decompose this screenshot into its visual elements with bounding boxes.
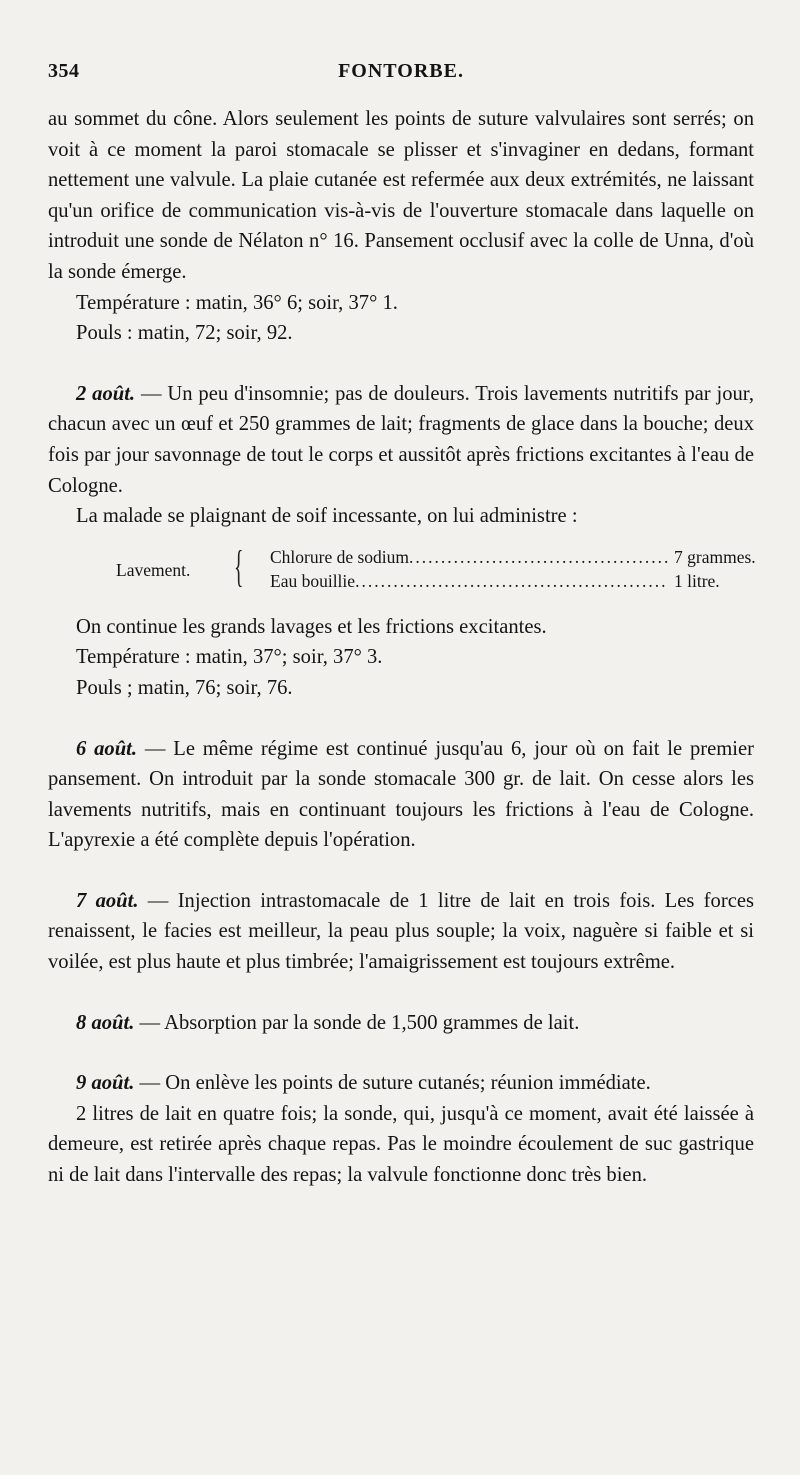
paragraph-7-aout: [48, 886, 754, 978]
prescription-formula: [48, 542, 754, 598]
entry-2-aout-text: — Un peu d'insomnie; pas de douleurs. Trois lavements nutritifs par jour, chacun avec un œuf et 250 grammes de lait; fragments de glace dans la bouche; deux fois par jour savonnage de tout le corps et aussitôt après frictions excitantes à l'eau de Cologne.: [48, 382, 754, 497]
formula-row: [270, 566, 754, 597]
paragraph-9-aout: [48, 1068, 754, 1099]
paragraph-sonde: 2 litres de lait en quatre fois; la sonde, qui, jusqu'à ce moment, avait été laissée à demeure, est retirée après chaque repas. Pas le moindre écoulement de suc gastrique ni de lait dans l'intervalle des repas; la valvule fonctionne donc très bien.: [48, 1102, 754, 1187]
temperature-line-2: Température : matin, 37°; soir, 37° 3.: [76, 646, 383, 669]
date-8-aout: 8 août.: [76, 1011, 135, 1034]
page-header: [48, 60, 754, 90]
spacer: [48, 704, 754, 734]
entry-7-aout-text: — Injection intrastomacale de 1 litre de lait en trois fois. Les forces renaissent, le facies est meilleur, la peau plus souple; la voix, naguère si faible et si voilée, est plus haute et plus timbrée; l'amaigrissement est toujours extrême.: [48, 889, 754, 974]
date-7-aout: 7 août.: [76, 889, 139, 912]
paragraph-lavages: On continue les grands lavages et les frictions excitantes.: [76, 615, 547, 638]
pulse-line-1: Pouls : matin, 72; soir, 92.: [76, 322, 293, 345]
spacer: [48, 978, 754, 1008]
dot-leader: [355, 566, 668, 597]
spacer: [48, 856, 754, 886]
formula-label: Lavement.: [116, 559, 191, 580]
formula-quantity: 7 grammes.: [674, 546, 756, 567]
formula-quantity: 1 litre.: [674, 570, 720, 591]
paragraph-suture: au sommet du cône. Alors seulement les points de suture valvulaires sont serrés; on voit à ce moment la paroi stomacale se plisser et s'invaginer en dedans, formant nettement une valvule. La plaie cutanée est refermée aux deux extrémités, ne laissant qu'un orifice de communication vis-à-vis de l'ouverture stomacale dans laquelle on introduit une sonde de Nélaton n° 16. Pansement occlusif avec la colle de Unna, d'où la sonde émerge.: [48, 108, 754, 283]
date-2-aout: 2 août.: [76, 382, 136, 405]
paragraph-soif: La malade se plaignant de soif incessante, on lui administre :: [76, 505, 578, 528]
entry-8-aout-text: — Absorption par la sonde de 1,500 grammes de lait.: [134, 1011, 580, 1034]
running-head: FONTORBE.: [338, 60, 464, 82]
date-9-aout: 9 août.: [76, 1072, 135, 1095]
date-6-aout: 6 août.: [76, 737, 138, 760]
formula-ingredient: Eau bouillie: [270, 570, 356, 591]
paragraph-2-aout: [48, 379, 754, 501]
body-text: [48, 104, 754, 1191]
paragraph-6-aout: [48, 734, 754, 856]
formula-ingredient: Chlorure de sodium: [270, 546, 410, 567]
spacer: [48, 1038, 754, 1068]
entry-9-aout-text: — On enlève les points de suture cutanés; réunion immédiate.: [134, 1072, 651, 1095]
entry-6-aout-text: — Le même régime est continué jusqu'au 6, jour où on fait le premier pansement. On introduit par la sonde stomacale 300 gr. de lait. On cesse alors les lavements nutritifs, mais en continuant toujours les frictions à l'eau de Cologne. L'apyrexie a été complète depuis l'opération.: [48, 737, 754, 852]
brace-symbol: {: [234, 541, 244, 591]
pulse-line-2: Pouls ; matin, 76; soir, 76.: [76, 676, 293, 699]
temperature-line-1: Température : matin, 36° 6; soir, 37° 1.: [76, 291, 398, 314]
spacer: [48, 349, 754, 379]
page-number: 354: [48, 60, 80, 82]
paragraph-8-aout: [48, 1008, 754, 1039]
